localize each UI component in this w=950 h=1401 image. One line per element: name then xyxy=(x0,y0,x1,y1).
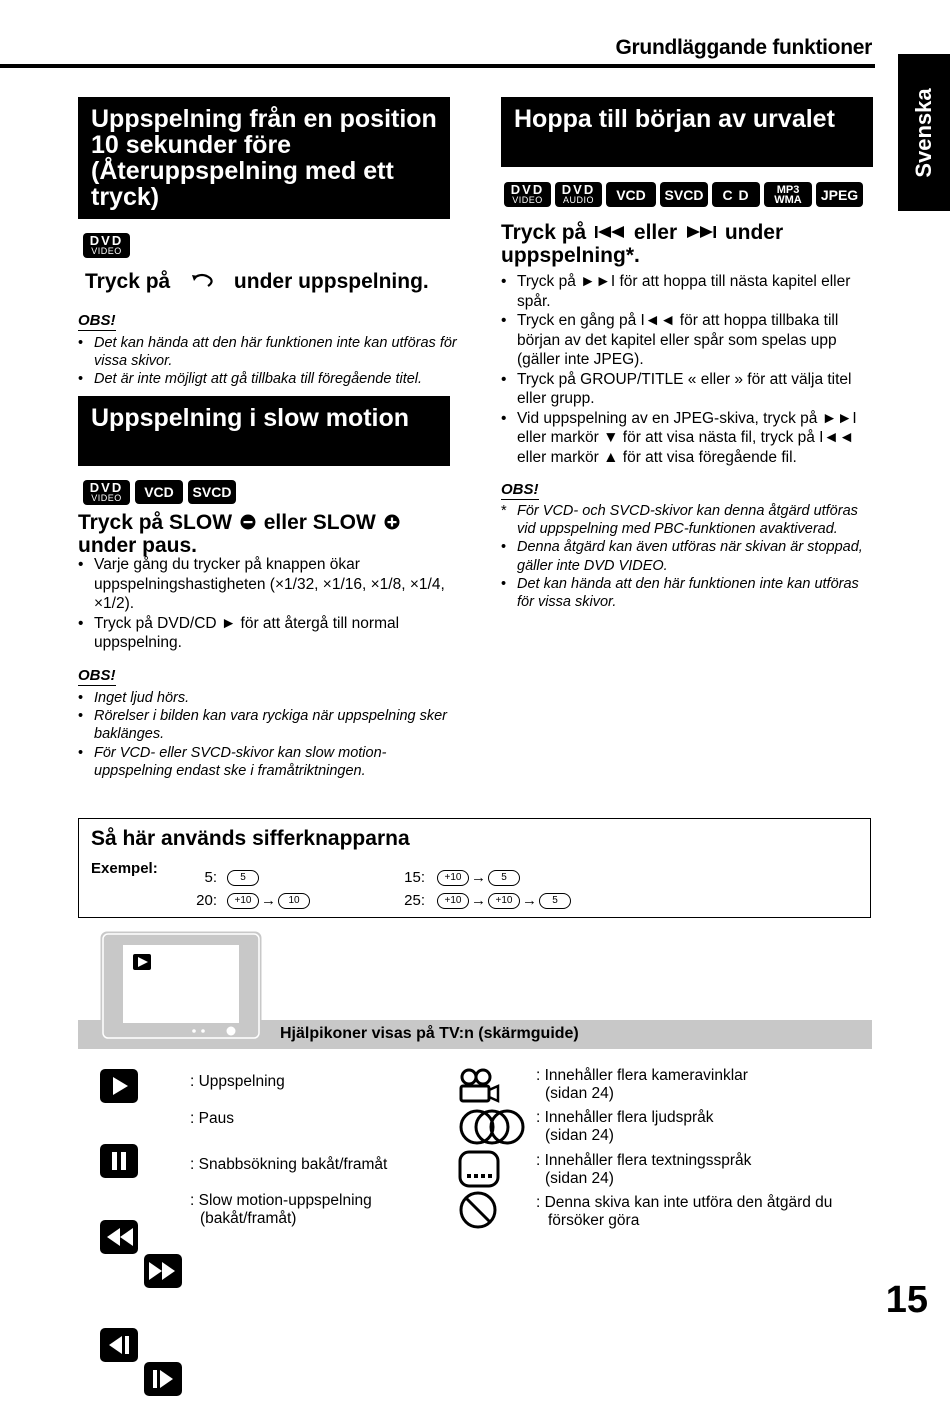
skip-previous-icon xyxy=(594,225,626,239)
legend-text: : Innehåller flera kameravinklar xyxy=(536,1067,748,1084)
legend-text: : Denna skiva kan inte utföra den åtgärd du xyxy=(536,1194,833,1211)
digit-key: 5 xyxy=(539,893,571,909)
instruction-text: Tryck på xyxy=(501,221,587,244)
vcd-badge: VCD xyxy=(135,480,183,504)
note-item: * För VCD- och SVCD-skivor kan denna åtgärd utföras vid uppspelning med PBC-funktionen avaktiverad. xyxy=(501,502,873,538)
legend-text: (bakåt/framåt) xyxy=(200,1210,297,1227)
legend-text: (sidan 24) xyxy=(545,1127,614,1144)
skip-next-icon xyxy=(685,225,717,239)
obs-text: OBS! xyxy=(78,312,116,329)
disc-badges-slow xyxy=(83,480,236,505)
page-number: 15 xyxy=(885,1279,928,1321)
bullet-item: • Tryck på GROUP/TITLE « eller » för att välja titel eller grupp. xyxy=(501,370,873,409)
note-item: • Det kan hända att den här funktionen inte kan utföras för vissa skivor. xyxy=(501,575,873,611)
legend-prohibited xyxy=(536,1194,832,1230)
bullet-item: • Tryck på ►►I för att hoppa till nästa kapitel eller spår. xyxy=(501,272,873,311)
legend-text: : Slow motion-uppspelning xyxy=(190,1192,372,1209)
disc-badges-replay xyxy=(83,233,130,258)
bullet-item: • Tryck på DVD/CD ► för att återgå till normal uppspelning. xyxy=(78,614,450,653)
dvd-audio-badge xyxy=(555,182,602,207)
notes-slow xyxy=(78,689,458,780)
instruction-text: under paus. xyxy=(78,534,198,557)
language-tab-label: Svenska xyxy=(911,87,936,178)
example-label: Exempel: xyxy=(91,860,158,877)
legend-audio xyxy=(536,1109,714,1145)
digit-key: +10 xyxy=(488,893,520,909)
vcd-badge: VCD xyxy=(606,182,656,207)
instruction-text: eller xyxy=(633,221,678,244)
legend-text: (sidan 24) xyxy=(545,1085,614,1102)
badge-text: DVD xyxy=(89,233,124,248)
slow-plus-icon xyxy=(384,514,400,530)
language-tab xyxy=(898,54,950,211)
digit-box-title: Så här används sifferknapparna xyxy=(91,827,410,850)
digit-key: 5 xyxy=(227,870,259,886)
legend-text: : Innehåller flera textningsspråk xyxy=(536,1152,752,1169)
bullets-skip xyxy=(501,272,873,467)
legend-pause: : Paus xyxy=(190,1110,234,1127)
cd-badge: C D xyxy=(712,182,760,207)
legend-text: försöker göra xyxy=(548,1212,640,1229)
screen-guide-title: Hjälpikoner visas på TV:n (skärmguide) xyxy=(280,1025,579,1042)
note-item: • För VCD- eller SVCD-skivor kan slow motion-uppspelning endast ske i framåtriktningen. xyxy=(78,744,458,780)
svcd-badge: SVCD xyxy=(188,480,236,504)
section-title-skip: Hoppa till början av urvalet xyxy=(501,97,873,167)
obs-label-1 xyxy=(78,312,116,331)
bullet-item: • Tryck en gång på I◄◄ för att hoppa tillbaka till början av det kapitel eller spår som spelas upp (gäller inte JPEG). xyxy=(501,311,873,370)
digit-key: +10 xyxy=(437,893,469,909)
obs-label-2 xyxy=(78,667,116,686)
example-row-25 xyxy=(397,892,571,909)
digit-key: 10 xyxy=(278,893,310,909)
legend-text: : Innehåller flera ljudspråk xyxy=(536,1109,714,1126)
dvd-video-badge xyxy=(83,233,130,258)
badge-subtext: VIDEO xyxy=(512,195,543,205)
badge-text: MP3 xyxy=(776,183,800,196)
bullets-slow xyxy=(78,555,450,653)
instruction-skip xyxy=(501,221,873,267)
arrow: → xyxy=(471,869,486,886)
example-number: 25: xyxy=(404,892,425,909)
digit-key: +10 xyxy=(227,893,259,909)
example-number: 20: xyxy=(196,892,217,909)
instruction-text: eller SLOW xyxy=(263,511,376,534)
example-number: 5: xyxy=(204,869,217,886)
legend-slow xyxy=(190,1192,372,1228)
example-row-5 xyxy=(189,869,259,886)
note-item: • Det är inte möjligt att gå tillbaka till föregående titel. xyxy=(78,370,458,388)
disc-badges-skip xyxy=(504,182,863,207)
note-item: • Rörelser i bilden kan vara ryckiga när uppspelning sker baklänges. xyxy=(78,707,458,743)
badge-subtext: VIDEO xyxy=(91,246,122,256)
instruction-replay xyxy=(85,270,429,293)
example-number: 15: xyxy=(404,869,425,886)
fast-reverse-icon xyxy=(100,1220,138,1254)
legend-search: : Snabbsökning bakåt/framåt xyxy=(190,1156,388,1173)
bullet-item: • Varje gång du trycker på knappen ökar uppspelningshastigheten (×1/32, ×1/16, ×1/8, ×1/4, ×1/2). xyxy=(78,555,450,614)
section-title-slow-motion: Uppspelning i slow motion xyxy=(78,396,450,466)
legend-text: (sidan 24) xyxy=(545,1170,614,1187)
notes-replay xyxy=(78,334,458,389)
one-touch-replay-icon xyxy=(184,270,220,292)
note-item: • Det kan hända att den här funktionen inte kan utföras för vissa skivor. xyxy=(78,334,458,370)
fast-forward-icon xyxy=(144,1254,182,1288)
bullet-item: • Vid uppspelning av en JPEG-skiva, tryck på ►►I eller markör ▼ för att visa nästa fil, tryck på I◄◄ eller markör ▲ för att visa föregående fil. xyxy=(501,409,873,468)
arrow: → xyxy=(471,892,486,909)
audio-language-icon xyxy=(458,1108,526,1146)
digit-key: +10 xyxy=(437,870,469,886)
obs-text: OBS! xyxy=(78,667,116,684)
slow-reverse-icon xyxy=(100,1328,138,1362)
pause-icon xyxy=(100,1144,138,1178)
notes-skip xyxy=(501,502,873,611)
badge-text: DVD xyxy=(510,182,545,197)
instruction-text: under uppspelning. xyxy=(233,270,429,293)
digit-key: 5 xyxy=(488,870,520,886)
badge-subtext: WMA xyxy=(774,193,802,206)
obs-text: OBS! xyxy=(501,481,539,498)
slow-forward-icon xyxy=(144,1362,182,1396)
badge-text: DVD xyxy=(89,480,124,495)
badge-text: DVD xyxy=(561,182,596,197)
subtitle-language-icon xyxy=(458,1150,500,1188)
dvd-video-badge xyxy=(83,480,130,505)
badge-subtext: AUDIO xyxy=(562,195,594,205)
slow-minus-icon xyxy=(240,514,256,530)
legend-play: : Uppspelning xyxy=(190,1073,285,1090)
page-header-title: Grundläggande funktioner xyxy=(615,36,872,59)
arrow: → xyxy=(261,892,276,909)
jpeg-badge: JPEG xyxy=(816,182,863,207)
obs-label-3 xyxy=(501,481,539,500)
example-row-20 xyxy=(189,892,310,909)
note-item: • Denna åtgärd kan även utföras när skivan är stoppad, gäller inte DVD VIDEO. xyxy=(501,538,873,574)
play-icon xyxy=(100,1069,138,1103)
instruction-text: under uppspelning*. xyxy=(501,221,784,267)
example-row-15 xyxy=(397,869,520,886)
digit-buttons-box xyxy=(78,818,871,918)
header-rule xyxy=(0,64,875,68)
section-title-replay: Uppspelning från en position 10 sekunder före (Återuppspelning med ett tryck) xyxy=(78,97,450,219)
instruction-slow xyxy=(78,511,458,557)
legend-subtitles xyxy=(536,1152,751,1188)
prohibited-icon xyxy=(458,1190,498,1230)
svcd-badge: SVCD xyxy=(660,182,708,207)
legend-angles xyxy=(536,1067,748,1103)
instruction-text: Tryck på SLOW xyxy=(78,511,233,534)
arrow: → xyxy=(522,892,537,909)
camera-angle-icon xyxy=(458,1068,500,1104)
mp3-wma-badge xyxy=(764,182,812,207)
instruction-text: Tryck på xyxy=(85,270,171,293)
note-item: • Inget ljud hörs. xyxy=(78,689,458,707)
tv-screen-icon xyxy=(100,931,262,1043)
badge-subtext: VIDEO xyxy=(91,493,122,503)
dvd-video-badge xyxy=(504,182,551,207)
